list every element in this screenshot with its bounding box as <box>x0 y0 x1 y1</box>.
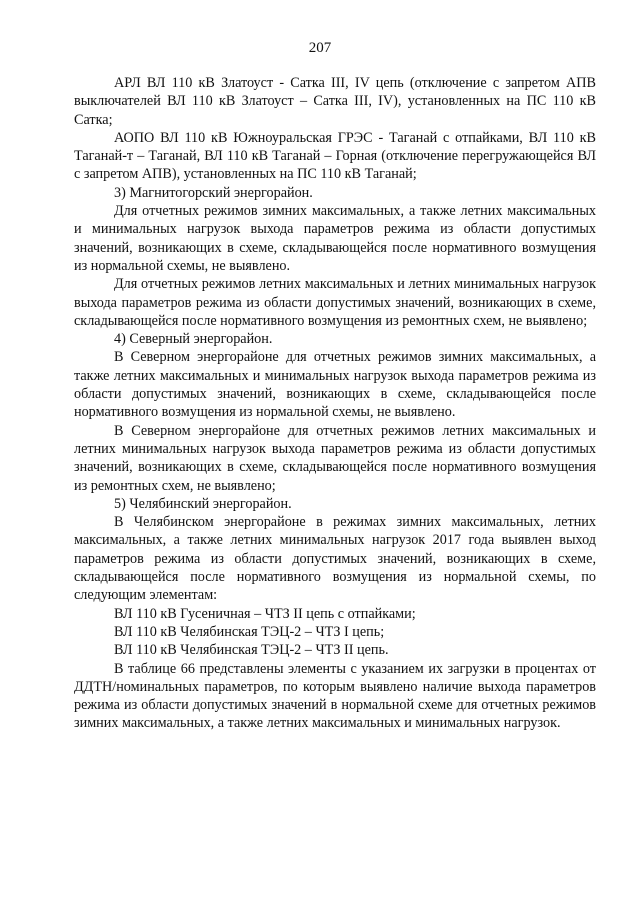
paragraph-magnitogorsk-normal: Для отчетных режимов зимних максимальных, а также летних максимальных и минимальных нагрузок выхода параметров режима из области допустимых значений, возникающих в схеме, складывающейся после нормативного возмущения из нормальной схемы, не выявлено. <box>74 203 596 274</box>
document-body <box>74 74 596 733</box>
list-item-line-tec2-chtz1: ВЛ 110 кВ Челябинская ТЭЦ-2 – ЧТЗ I цепь; <box>114 623 385 640</box>
paragraph-chelyabinsk-violations: В Челябинском энергорайоне в режимах зимних максимальных, летних максимальных, а также летних минимальных нагрузок 2017 года выявлен выход параметров режима из области допустимых значений, возникающих в схеме, складывающейся после нормативного возмущения из нормальной схемы, по следующим элементам: <box>74 514 596 604</box>
paragraph-arl-satka: АРЛ ВЛ 110 кВ Златоуст - Сатка III, IV цепь (отключение с запретом АПВ выключателей ВЛ 110 кВ Златоуст – Сатка III, IV), установленных на ПС 110 кВ Сатка; <box>74 75 596 128</box>
heading-severny: 4) Северный энергорайон. <box>114 331 273 348</box>
list-item-line-gusenichnaya: ВЛ 110 кВ Гусеничная – ЧТЗ II цепь с отпайками; <box>114 605 416 622</box>
heading-magnitogorsk: 3) Магнитогорский энергорайон. <box>114 184 313 201</box>
paragraph-table-66-reference: В таблице 66 представлены элементы с указанием их загрузки в процентах от ДДТН/номинальных параметров, по которым выявлено наличие выхода параметров режима из области допустимых значений в нормальной схеме для отчетных режимов зимних максимальных, а также летних максимальных и минимальных нагрузок. <box>74 660 596 732</box>
list-item-line-tec2-chtz2: ВЛ 110 кВ Челябинская ТЭЦ-2 – ЧТЗ II цепь. <box>114 642 389 659</box>
paragraph-severny-normal: В Северном энергорайоне для отчетных режимов зимних максимальных, а также летних максимальных и минимальных нагрузок выхода параметров режима из области допустимых значений, возникающих в схеме, складывающейся после нормативного возмущения из нормальной схемы, не выявлено. <box>74 349 596 421</box>
page-number: 207 <box>308 40 332 56</box>
paragraph-severny-repair: В Северном энергорайоне для отчетных режимов летних максимальных и летних минимальных нагрузок выхода параметров режима из области допустимых значений, возникающих в схеме, складывающейся после нормативного возмущения из ремонтных схем, не выявлено; <box>74 422 596 494</box>
paragraph-aopo-taganay: АОПО ВЛ 110 кВ Южноуральская ГРЭС - Таганай с отпайками, ВЛ 110 кВ Таганай-т – Таганай, ВЛ 110 кВ Таганай – Горная (отключение перегружающейся ВЛ с запретом АПВ), установленных на ПС 110 кВ Таганай; <box>74 129 596 183</box>
paragraph-magnitogorsk-repair: Для отчетных режимов летних максимальных и летних минимальных нагрузок выхода параметров режима из области допустимых значений, возникающих в схеме, складывающейся после нормативного возмущения из ремонтных схем, не выявлено; <box>74 276 596 329</box>
heading-chelyabinsk: 5) Челябинский энергорайон. <box>114 495 292 512</box>
